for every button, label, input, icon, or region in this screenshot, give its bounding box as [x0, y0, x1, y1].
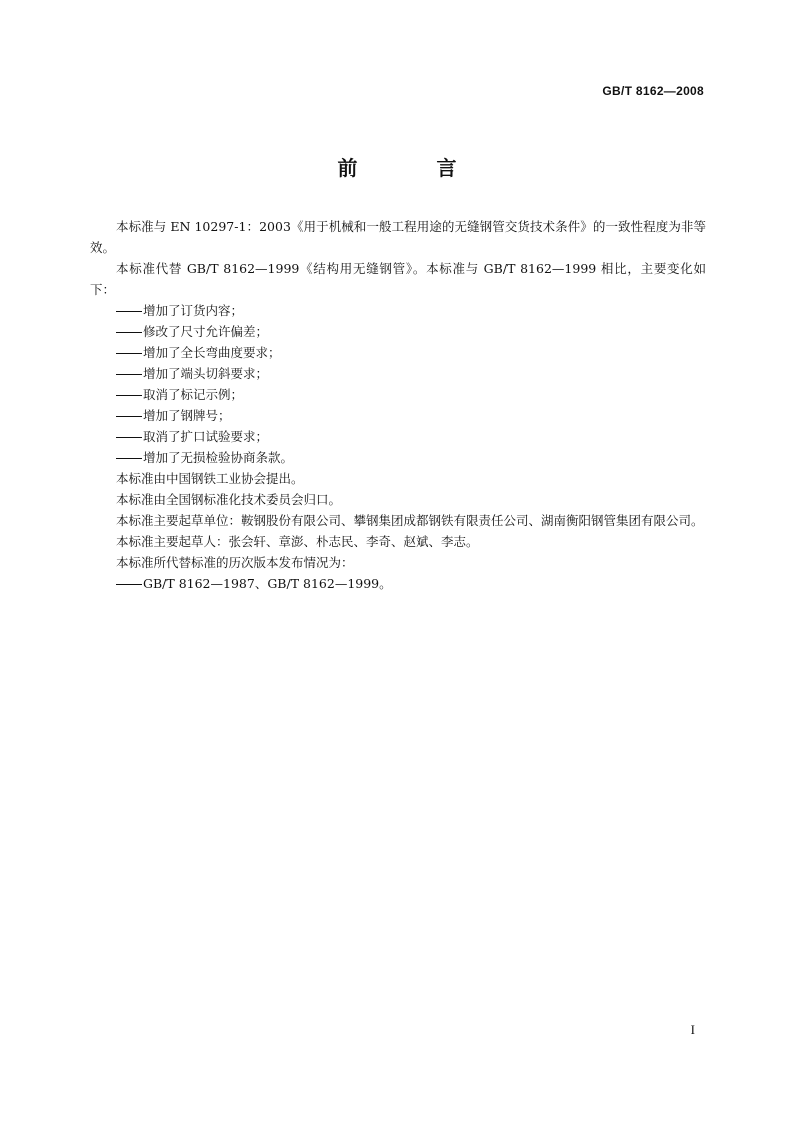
paragraph-drafting-units: 本标准主要起草单位：鞍钢股份有限公司、攀钢集团成都钢铁有限责任公司、湖南衡阳钢管集团有限公司。 [116, 513, 704, 528]
list-item [90, 300, 706, 321]
change-item-text: 增加了钢牌号； [143, 408, 231, 423]
list-item [90, 405, 706, 426]
dash-mark [116, 374, 142, 375]
change-item-text: 取消了扩口试验要求； [143, 429, 269, 444]
list-item [90, 342, 706, 363]
dash-mark [116, 395, 142, 396]
foreword-body [90, 216, 706, 594]
change-item-text: 增加了订货内容； [143, 303, 244, 318]
change-item-text: 增加了无损检验协商条款。 [143, 450, 294, 465]
page-number: I [690, 1022, 695, 1037]
change-item-text: 增加了全长弯曲度要求； [143, 345, 281, 360]
paragraph-replacement: 本标准代替 GB/T 8162—1999《结构用无缝钢管》。本标准与 GB/T 8162—1999 相比，主要变化如下： [90, 261, 706, 297]
paragraph-equivalence: 本标准与 EN 10297-1：2003《用于机械和一般工程用途的无缝钢管交货技术条件》的一致性程度为非等效。 [90, 219, 706, 255]
change-item-text: 取消了标记示例； [143, 387, 244, 402]
page-title: 前 言 [337, 156, 493, 180]
dash-mark [116, 584, 142, 585]
dash-mark [116, 458, 142, 459]
change-item-text: 修改了尺寸允许偏差； [143, 324, 269, 339]
dash-mark [116, 437, 142, 438]
dash-mark [116, 416, 142, 417]
paragraph-proposer: 本标准由中国钢铁工业协会提出。 [116, 471, 304, 486]
list-item [90, 573, 706, 594]
dash-mark [116, 353, 142, 354]
paragraph-history-intro: 本标准所代替标准的历次版本发布情况为： [116, 555, 354, 570]
paragraph-drafters: 本标准主要起草人：张会轩、章澎、朴志民、李奇、赵斌、李志。 [116, 534, 479, 549]
list-item [90, 447, 706, 468]
list-item [90, 384, 706, 405]
history-item-text: GB/T 8162—1987、GB/T 8162—1999。 [143, 576, 392, 591]
dash-mark [116, 311, 142, 312]
paragraph-committee: 本标准由全国钢标准化技术委员会归口。 [116, 492, 342, 507]
change-item-text: 增加了端头切斜要求； [143, 366, 269, 381]
list-item [90, 363, 706, 384]
list-item [90, 321, 706, 342]
standard-code: GB/T 8162—2008 [602, 84, 704, 98]
list-item [90, 426, 706, 447]
dash-mark [116, 332, 142, 333]
